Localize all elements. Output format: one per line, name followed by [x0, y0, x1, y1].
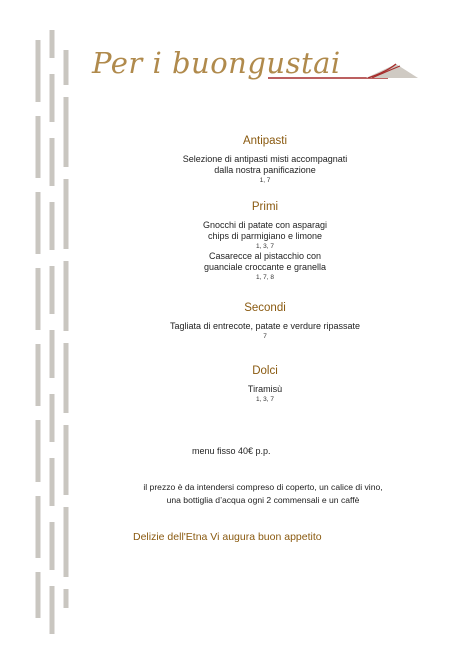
allergen-codes: 7	[263, 333, 267, 340]
section-title: Secondi	[244, 302, 286, 314]
dish-line: Tiramisù	[247, 384, 283, 394]
section-secondi	[100, 301, 430, 341]
allergen-codes: 1, 7, 8	[255, 274, 275, 281]
page-title: Per i buongustai	[92, 46, 341, 80]
price-note	[118, 481, 408, 506]
price-note-line: una bottiglia d’acqua ogni 2 commensali e un caffè	[166, 494, 360, 505]
dish-line: Casarecce al pistacchio con	[208, 251, 322, 261]
dish-line: Tagliata di entrecote, patate e verdure ripassate	[169, 321, 361, 331]
allergen-codes: 1, 7	[259, 177, 271, 184]
closing-message: Delizie dell'Etna Vi augura buon appetito	[133, 531, 322, 543]
section-title: Antipasti	[242, 135, 288, 147]
allergen-codes: 1, 3, 7	[255, 396, 275, 403]
title-underline-ornament	[268, 58, 418, 82]
section-antipasti	[100, 134, 430, 185]
price-note-line: il prezzo è da intendersi compreso di coperto, un calice di vino,	[143, 482, 383, 492]
section-primi	[100, 200, 430, 282]
decorative-dashed-lines	[0, 0, 80, 661]
dish-line: Gnocchi di patate con asparagi	[202, 220, 328, 230]
fixed-price: menu fisso 40€ p.p.	[192, 446, 271, 456]
section-title: Dolci	[252, 365, 278, 377]
dish-line: chips di parmigiano e limone	[207, 231, 323, 241]
section-dolci	[100, 364, 430, 404]
dish-line: guanciale croccante e granella	[203, 262, 327, 272]
dish-line: dalla nostra panificazione	[214, 165, 316, 175]
allergen-codes: 1, 3, 7	[255, 243, 275, 250]
dish-line: Selezione di antipasti misti accompagnati	[182, 154, 348, 164]
section-title: Primi	[251, 201, 279, 213]
